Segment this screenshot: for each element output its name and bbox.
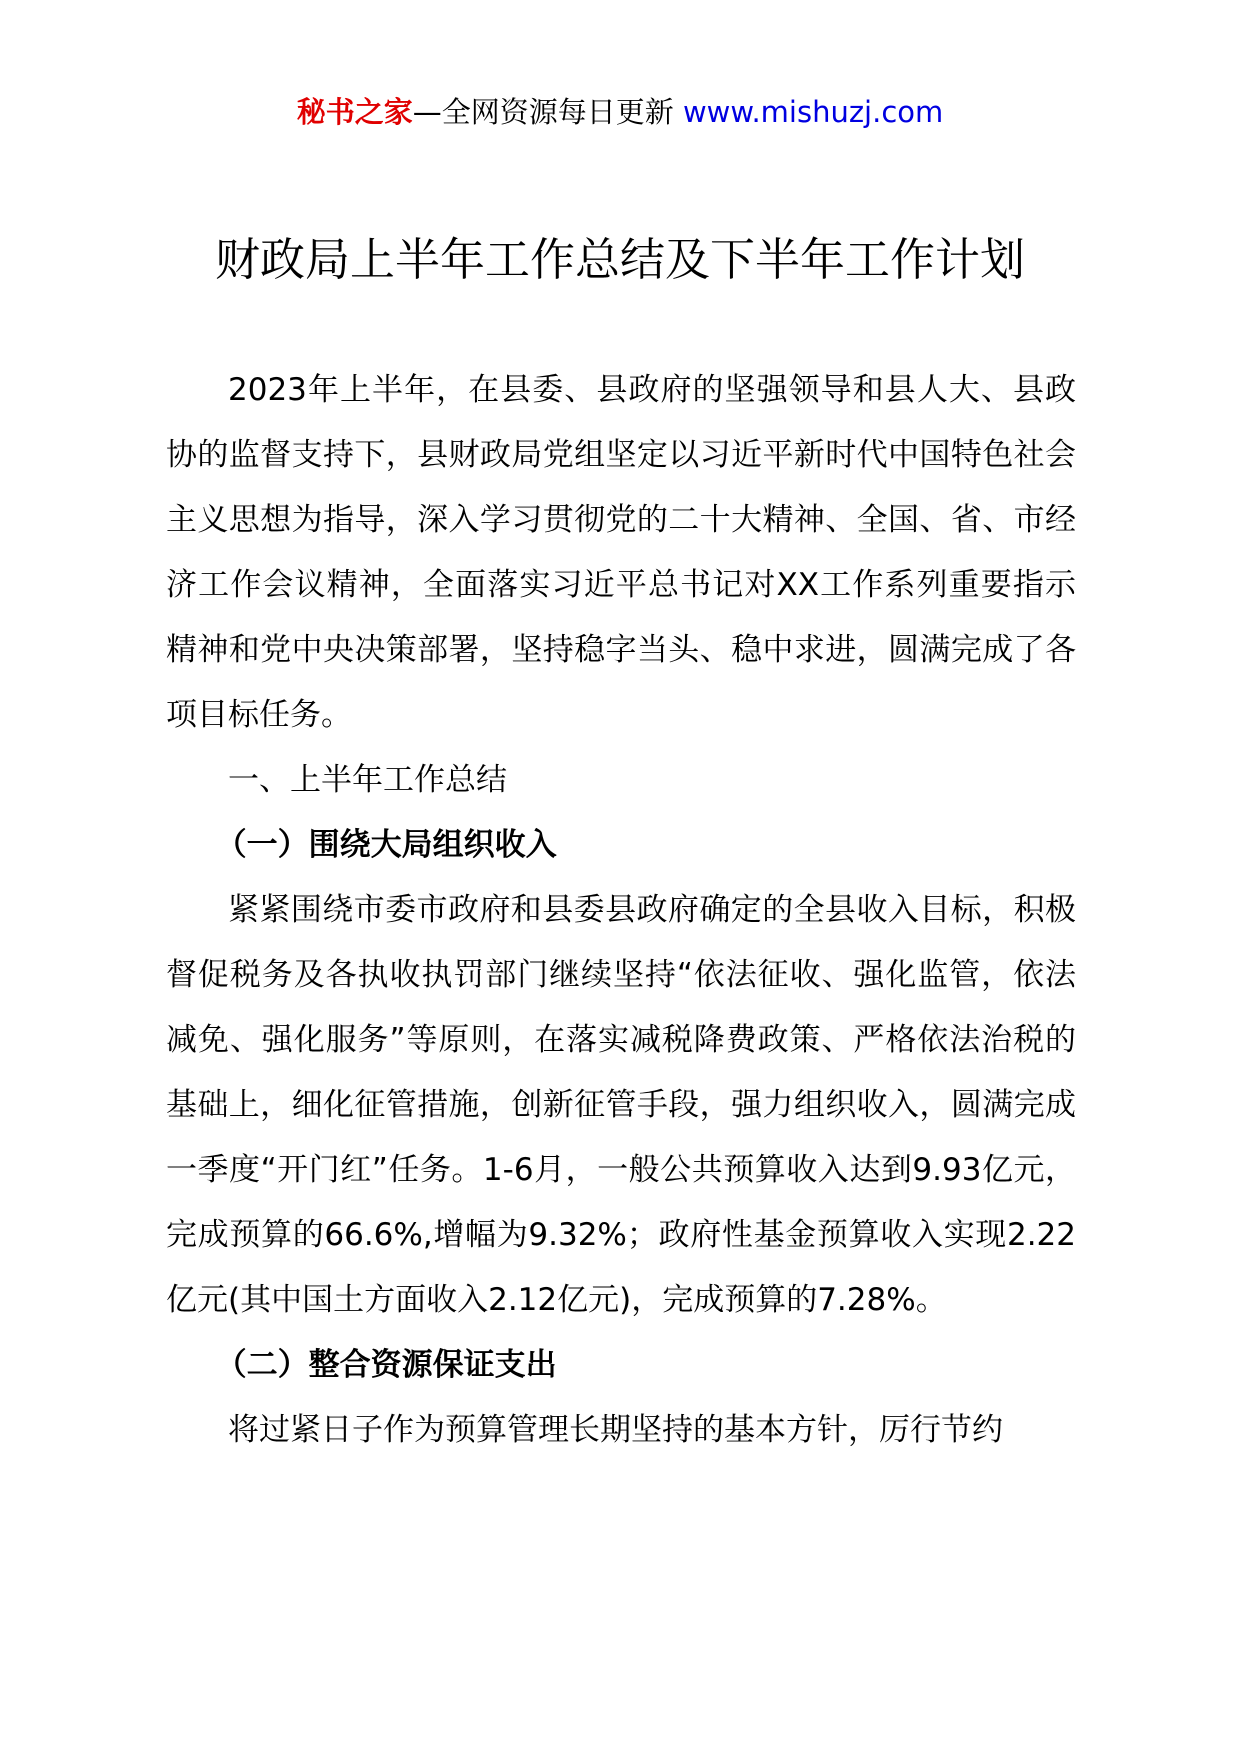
document-body [166, 358, 1076, 1463]
subsection-heading: （一）围绕大局组织收入 [215, 827, 557, 863]
subsection-heading: （二）整合资源保证支出 [215, 1347, 557, 1383]
section-heading: 一、上半年工作总结 [228, 762, 507, 798]
document-title: 财政局上半年工作总结及下半年工作计划 [214, 233, 1025, 286]
body-paragraph: 紧紧围绕市委市政府和县委县政府确定的全县收入目标，积极督促税务及各执收执罚部门继续坚持“依法征收、强化监管，依法减免、强化服务”等原则，在落实减税降费政策、严格依法治税的基础上，细化征管措施，创新征管手段，强力组织收入，圆满完成一季度“开门红”任务。1-6月，一般公共预算收入达到9.93亿元，完成预算的66.6%,增幅为9.32%；政府性基金预算收入实现2.22亿元(其中国土方面收入2.12亿元)，完成预算的7.28%。 [166, 892, 1076, 1318]
header-tagline: —全网资源每日更新 [412, 95, 683, 129]
intro-paragraph: 2023年上半年，在县委、县政府的坚强领导和县人大、县政协的监督支持下，县财政局党组坚定以习近平新时代中国特色社会主义思想为指导，深入学习贯彻党的二十大精神、全国、省、市经济工作会议精神，全面落实习近平总书记对XX工作系列重要指示精神和党中央决策部署，坚持稳字当头、稳中求进，圆满完成了各项目标任务。 [166, 372, 1076, 733]
body-paragraph: 将过紧日子作为预算管理长期坚持的基本方针，厉行节约 [228, 1412, 1003, 1448]
header-line [0, 92, 1240, 132]
brand-name: 秘书之家 [296, 95, 413, 129]
website-link[interactable]: www.mishuzj.com [682, 95, 944, 129]
